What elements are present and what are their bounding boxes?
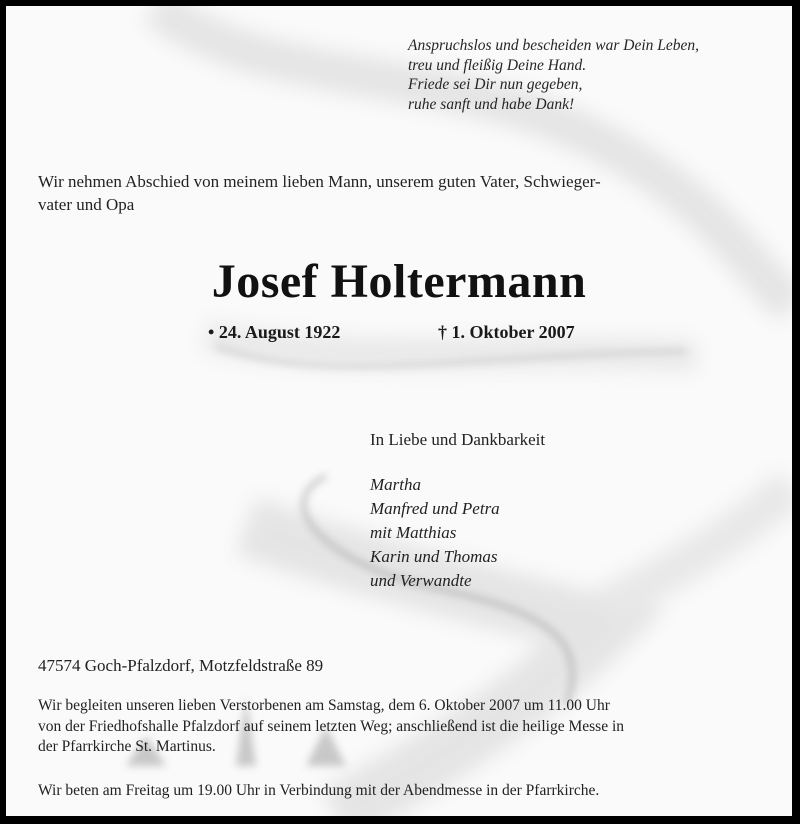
farewell-intro	[38, 170, 768, 216]
funeral-service-info	[38, 696, 778, 758]
mourner-name: Manfred und Petra	[370, 499, 500, 518]
mourner-name: Karin und Thomas	[370, 547, 498, 566]
poem-line: ruhe sanft und habe Dank!	[408, 95, 575, 113]
deceased-name: Josef Holtermann	[211, 255, 587, 308]
service-line: Wir begleiten unseren lieben Verstorbenen am Samstag, dem 6. Oktober 2007 um 11.00 Uhr	[38, 697, 610, 714]
poem-line: Anspruchslos und bescheiden war Dein Leben,	[408, 37, 700, 54]
poem-line: treu und fleißig Deine Hand.	[408, 56, 587, 74]
mourner-name: mit Matthias	[370, 523, 457, 542]
birth-date	[208, 322, 340, 343]
birth-date-text: 24. August 1922	[218, 322, 341, 342]
intro-line: Wir nehmen Abschied von meinem lieben Mann, unserem guten Vater, Schwieger-	[38, 172, 601, 191]
service-line: der Pfarrkirche St. Martinus.	[38, 738, 216, 755]
intro-line: vater und Opa	[38, 195, 135, 214]
mourner-name: und Verwandte	[370, 571, 472, 590]
prayer-service-info: Wir beten am Freitag um 19.00 Uhr in Verbindung mit der Abendmesse in der Pfarrkirche.	[38, 782, 600, 799]
mourner-name: Martha	[370, 475, 421, 494]
service-line: von der Friedhofshalle Pfalzdorf auf seinem letzten Weg; anschließend ist die heilige Messe in	[38, 717, 625, 735]
background-path-illustration	[6, 6, 792, 816]
memorial-poem	[408, 36, 699, 114]
obituary-notice	[6, 6, 792, 816]
death-date	[438, 322, 575, 343]
family-address: 47574 Goch-Pfalzdorf, Motzfeldstraße 89	[38, 656, 324, 675]
poem-line: Friede sei Dir nun gegeben,	[408, 76, 583, 93]
mourners-list	[370, 473, 500, 593]
cross-icon: †	[438, 322, 447, 342]
birth-symbol-icon: •	[208, 322, 215, 342]
mourners-heading: In Liebe und Dankbarkeit	[370, 430, 546, 449]
death-date-text: 1. Oktober 2007	[451, 322, 575, 342]
